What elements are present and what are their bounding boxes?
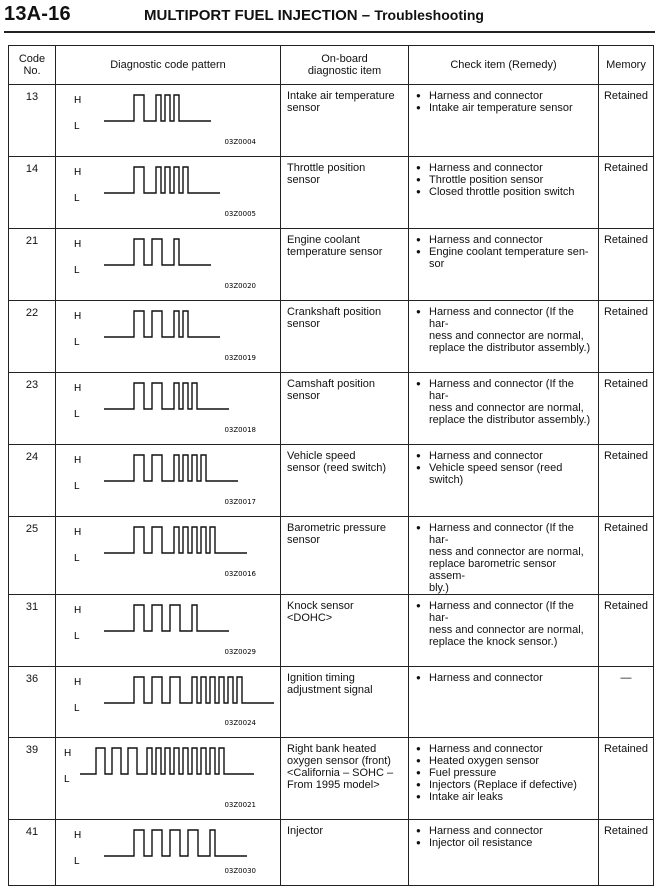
code-waveform — [104, 167, 220, 193]
text-line: Ignition timing — [287, 672, 355, 684]
check-item — [415, 837, 594, 849]
code-waveform — [80, 748, 254, 774]
text-line: replace the knock sensor.) — [429, 636, 558, 648]
figure-id: 03Z0019 — [224, 354, 256, 362]
page-number: 13A-16 — [4, 3, 71, 25]
check-item — [415, 779, 594, 791]
header-rule — [4, 31, 655, 33]
code-number: 14 — [9, 157, 56, 229]
check-list — [415, 825, 594, 849]
check-items — [409, 229, 599, 301]
code-number: 22 — [9, 301, 56, 373]
code-pattern-diagram — [56, 517, 280, 588]
code-waveform — [104, 605, 229, 631]
check-item — [415, 462, 594, 486]
table-body — [9, 85, 654, 886]
text-line: sensor — [287, 102, 321, 114]
low-label: L — [64, 774, 70, 785]
col-header-code — [9, 46, 56, 85]
diagnostic-item — [281, 667, 409, 738]
text-line: On-board — [321, 53, 368, 65]
text-line: ness and connector are normal, — [429, 330, 584, 342]
code-waveform — [104, 383, 229, 409]
check-item — [415, 246, 594, 270]
text-line: ● Harness and connector (If the har- — [429, 306, 574, 330]
diagnostic-item — [281, 738, 409, 820]
col-header-check — [409, 46, 599, 85]
high-label: H — [74, 677, 82, 688]
high-label: H — [74, 383, 82, 394]
text-line: ● Harness and connector (If the har- — [429, 600, 574, 624]
code-pattern-cell — [56, 517, 281, 595]
check-list — [415, 450, 594, 486]
check-item — [415, 600, 594, 648]
diagnostic-item — [281, 595, 409, 667]
high-label: H — [74, 455, 82, 466]
figure-id: 03Z0024 — [224, 719, 256, 727]
high-label: H — [74, 311, 82, 322]
figure-id: 03Z0004 — [224, 138, 256, 146]
code-number: 25 — [9, 517, 56, 595]
text-line: Throttle position — [287, 162, 366, 174]
code-pattern-cell — [56, 595, 281, 667]
low-label: L — [74, 193, 80, 204]
check-items — [409, 301, 599, 373]
check-list — [415, 743, 594, 803]
memory-status: Retained — [599, 595, 654, 667]
check-item — [415, 791, 594, 803]
code-waveform — [104, 527, 247, 553]
page-title — [144, 7, 484, 24]
diagnostic-item — [281, 445, 409, 517]
check-list — [415, 90, 594, 114]
text-line: ● Closed throttle position switch — [429, 186, 575, 198]
table-row — [9, 157, 654, 229]
table-row — [9, 373, 654, 445]
text-line: ● Harness and connector — [429, 162, 543, 174]
page-title-main: MULTIPORT FUEL INJECTION — [144, 7, 358, 24]
code-pattern-diagram — [56, 445, 280, 516]
text-line: From 1995 model> — [287, 779, 380, 791]
low-label: L — [74, 481, 80, 492]
text-line: replace the distributor assembly.) — [429, 342, 591, 354]
code-pattern-cell — [56, 85, 281, 157]
diagnostic-item — [281, 85, 409, 157]
check-items — [409, 738, 599, 820]
text-line: Code — [18, 53, 46, 65]
text-line: oxygen sensor (front) — [287, 755, 391, 767]
text-line: Camshaft position — [287, 378, 376, 390]
code-number: 21 — [9, 229, 56, 301]
text-line: Diagnostic code pattern — [110, 59, 226, 71]
low-label: L — [74, 703, 80, 714]
text-line: sensor — [287, 174, 321, 186]
check-list — [415, 522, 594, 594]
check-items — [409, 595, 599, 667]
memory-status: Retained — [599, 738, 654, 820]
check-items — [409, 373, 599, 445]
check-list — [415, 306, 594, 354]
figure-id: 03Z0018 — [224, 426, 256, 434]
code-pattern-cell — [56, 229, 281, 301]
table-row — [9, 820, 654, 886]
check-items — [409, 85, 599, 157]
code-pattern-diagram — [56, 157, 280, 228]
low-label: L — [74, 337, 80, 348]
code-pattern-diagram — [56, 229, 280, 300]
text-line: temperature sensor — [287, 246, 383, 258]
memory-status: Retained — [599, 301, 654, 373]
text-line: Intake air temperature — [287, 90, 395, 102]
memory-status: — — [599, 667, 654, 738]
memory-status: Retained — [599, 157, 654, 229]
text-line: adjustment signal — [287, 684, 373, 696]
table-row — [9, 301, 654, 373]
text-line: bly.) — [429, 582, 449, 594]
text-line: Right bank heated — [287, 743, 377, 755]
text-line: sensor — [287, 390, 321, 402]
code-pattern-diagram — [56, 820, 280, 885]
memory-status: Retained — [599, 373, 654, 445]
code-number: 36 — [9, 667, 56, 738]
text-line: sensor — [287, 534, 321, 546]
code-number: 41 — [9, 820, 56, 886]
text-line: ● Fuel pressure — [429, 767, 497, 779]
diagnostic-item — [281, 229, 409, 301]
text-line: replace the distributor assembly.) — [429, 414, 591, 426]
low-label: L — [74, 856, 80, 867]
text-line: switch) — [429, 474, 464, 486]
table-row — [9, 517, 654, 595]
low-label: L — [74, 121, 80, 132]
text-line: ● Harness and connector (If the har- — [429, 378, 574, 402]
code-pattern-cell — [56, 738, 281, 820]
check-list — [415, 162, 594, 198]
check-item — [415, 102, 594, 114]
check-list — [415, 672, 594, 684]
high-label: H — [74, 830, 82, 841]
code-number: 31 — [9, 595, 56, 667]
text-line: ● Throttle position sensor — [429, 174, 544, 186]
col-header-memory — [599, 46, 654, 85]
text-line: Memory — [606, 59, 646, 71]
code-pattern-diagram — [56, 667, 280, 737]
table-row — [9, 595, 654, 667]
check-list — [415, 600, 594, 648]
check-item — [415, 306, 594, 354]
check-item — [415, 767, 594, 779]
table-row — [9, 667, 654, 738]
text-line: ● Injectors (Replace if defective) — [429, 779, 577, 791]
memory-status: Retained — [599, 820, 654, 886]
text-line: ● Engine coolant temperature sen- — [429, 246, 589, 258]
text-line: ness and connector are normal, — [429, 402, 584, 414]
text-line: ● Harness and connector — [429, 743, 543, 755]
high-label: H — [74, 527, 82, 538]
check-item — [415, 162, 594, 174]
high-label: H — [74, 167, 82, 178]
text-line: sensor — [287, 318, 321, 330]
diagnostic-code-table — [8, 45, 654, 886]
text-line: ● Harness and connector (If the har- — [429, 522, 574, 546]
table-row — [9, 85, 654, 157]
high-label: H — [74, 605, 82, 616]
check-item — [415, 522, 594, 594]
text-line: ● Harness and connector — [429, 90, 543, 102]
text-line: Barometric pressure — [287, 522, 387, 534]
diagnostic-item — [281, 373, 409, 445]
text-line: Knock sensor — [287, 600, 354, 612]
code-waveform — [104, 95, 211, 121]
code-pattern-diagram — [56, 85, 280, 156]
text-line: ● Harness and connector — [429, 450, 543, 462]
code-pattern-cell — [56, 667, 281, 738]
code-pattern-cell — [56, 820, 281, 886]
table-row — [9, 229, 654, 301]
memory-status: Retained — [599, 517, 654, 595]
check-item — [415, 755, 594, 767]
text-line: No. — [23, 65, 41, 77]
code-waveform — [104, 311, 220, 337]
code-pattern-cell — [56, 301, 281, 373]
code-pattern-diagram — [56, 738, 280, 819]
low-label: L — [74, 631, 80, 642]
table-header-row — [9, 46, 654, 85]
code-number: 13 — [9, 85, 56, 157]
code-pattern-diagram — [56, 301, 280, 372]
table-row — [9, 738, 654, 820]
text-line: ● Intake air temperature sensor — [429, 102, 573, 114]
diagnostic-item — [281, 517, 409, 595]
text-line: <DOHC> — [287, 612, 333, 624]
page-title-sub: Troubleshooting — [374, 7, 484, 23]
code-pattern-cell — [56, 157, 281, 229]
text-line: ness and connector are normal, — [429, 546, 584, 558]
code-number: 39 — [9, 738, 56, 820]
col-header-pattern — [56, 46, 281, 85]
high-label: H — [64, 748, 72, 759]
col-header-item — [281, 46, 409, 85]
check-item — [415, 672, 594, 684]
check-list — [415, 378, 594, 426]
text-line: <California – SOHC – — [287, 767, 394, 779]
diagnostic-item — [281, 820, 409, 886]
text-line: ● Harness and connector — [429, 234, 543, 246]
text-line: ness and connector are normal, — [429, 624, 584, 636]
code-pattern-diagram — [56, 595, 280, 666]
diagnostic-item — [281, 301, 409, 373]
check-items — [409, 667, 599, 738]
check-item — [415, 450, 594, 462]
code-pattern-cell — [56, 445, 281, 517]
code-number: 24 — [9, 445, 56, 517]
check-item — [415, 234, 594, 246]
check-items — [409, 820, 599, 886]
text-line: ● Injector oil resistance — [429, 837, 533, 849]
check-list — [415, 234, 594, 270]
table-row — [9, 445, 654, 517]
page-header — [0, 0, 659, 32]
code-pattern-cell — [56, 373, 281, 445]
text-line: ● Harness and connector — [429, 825, 543, 837]
figure-id: 03Z0021 — [224, 801, 256, 809]
check-item — [415, 174, 594, 186]
code-waveform — [104, 239, 211, 265]
check-item — [415, 825, 594, 837]
text-line: Check item (Remedy) — [450, 59, 557, 71]
text-line: replace barometric sensor assem- — [429, 558, 557, 582]
text-line: ● Vehicle speed sensor (reed — [429, 462, 563, 474]
check-items — [409, 157, 599, 229]
page-title-dash: – — [357, 7, 375, 24]
check-items — [409, 445, 599, 517]
check-item — [415, 378, 594, 426]
diagnostic-item — [281, 157, 409, 229]
figure-id: 03Z0005 — [224, 210, 256, 218]
code-number: 23 — [9, 373, 56, 445]
figure-id: 03Z0030 — [224, 867, 256, 875]
text-line: sor — [429, 258, 445, 270]
figure-id: 03Z0016 — [224, 570, 256, 578]
text-line: Crankshaft position — [287, 306, 382, 318]
figure-id: 03Z0029 — [224, 648, 256, 656]
high-label: H — [74, 95, 82, 106]
high-label: H — [74, 239, 82, 250]
figure-id: 03Z0017 — [224, 498, 256, 506]
low-label: L — [74, 409, 80, 420]
check-item — [415, 90, 594, 102]
text-line: Vehicle speed — [287, 450, 356, 462]
text-line: Engine coolant — [287, 234, 360, 246]
low-label: L — [74, 265, 80, 276]
check-item — [415, 186, 594, 198]
memory-status: Retained — [599, 229, 654, 301]
check-items — [409, 517, 599, 595]
code-waveform — [104, 830, 247, 856]
text-line: ● Intake air leaks — [429, 791, 503, 803]
code-waveform — [104, 677, 274, 703]
text-line: ● Heated oxygen sensor — [429, 755, 540, 767]
check-item — [415, 743, 594, 755]
text-line: Injector — [287, 825, 324, 837]
memory-status: Retained — [599, 85, 654, 157]
code-waveform — [104, 455, 238, 481]
text-line: ● Harness and connector — [429, 672, 543, 684]
low-label: L — [74, 553, 80, 564]
text-line: diagnostic item — [307, 65, 382, 77]
memory-status: Retained — [599, 445, 654, 517]
code-pattern-diagram — [56, 373, 280, 444]
figure-id: 03Z0020 — [224, 282, 256, 290]
text-line: sensor (reed switch) — [287, 462, 387, 474]
